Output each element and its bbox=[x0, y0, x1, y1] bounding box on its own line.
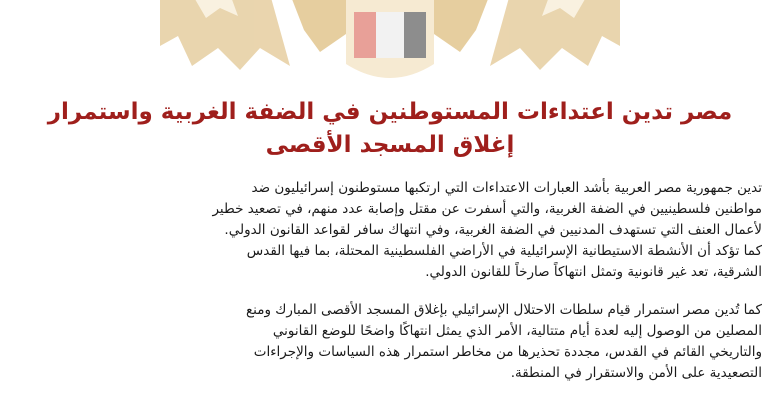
paragraph-2-line-3: والتاريخي القائم في القدس، مجددة تحذيرها من مخاطر استمرار هذه السياسات والإجراءات bbox=[253, 344, 762, 360]
paragraph-2-line-1: كما تُدين مصر استمرار قيام سلطات الاحتلال الإسرائيلي بإغلاق المسجد الأقصى المبارك ومنع bbox=[245, 302, 762, 318]
headline bbox=[18, 96, 762, 162]
article-body bbox=[20, 178, 762, 400]
paragraph-1-line-4: كما تؤكد أن الأنشطة الاستيطانية الإسرائيلية في الأراضي الفلسطينية المحتلة، بما فيها القدس bbox=[246, 243, 762, 259]
headline-line-1: مصر تدين اعتداءات المستوطنين في الضفة الغربية واستمرار bbox=[47, 99, 733, 125]
paragraph-1-line-2: مواطنين فلسطينيين في الضفة الغربية، والتي أسفرت عن مقتل وإصابة عدد منهم، في تصعيد خطير bbox=[212, 201, 762, 217]
paragraph-2-line-4: التصعيدية على الأمن والاستقرار في المنطقة. bbox=[510, 365, 762, 381]
egyptian-eagle-emblem bbox=[120, 0, 660, 94]
paragraph-1-line-5: الشرقية، تعد غير قانونية وتمثل انتهاكاً صارخاً للقانون الدولي. bbox=[425, 264, 762, 280]
paragraph-1-line-1: تدين جمهورية مصر العربية بأشد العبارات الاعتداءات التي ارتكبها مستوطنون إسرائيليون ضد bbox=[251, 180, 762, 196]
headline-line-2: إغلاق المسجد الأقصى bbox=[265, 132, 515, 158]
paragraph-1 bbox=[20, 178, 762, 283]
paragraph-2-line-2: المصلين من الوصول إليه لعدة أيام متتالية، الأمر الذي يمثل انتهاكًا واضحًا للوضع القانوني bbox=[272, 323, 762, 339]
paragraph-2 bbox=[20, 300, 762, 384]
center-shield bbox=[346, 0, 434, 78]
paragraph-1-line-3: لأعمال العنف التي تستهدف المدنيين في الضفة الغربية، وفي انتهاك سافر لقواعد القانون الدولي. bbox=[224, 222, 762, 238]
left-wing-feathers bbox=[160, 0, 290, 70]
right-wing-feathers bbox=[490, 0, 620, 70]
